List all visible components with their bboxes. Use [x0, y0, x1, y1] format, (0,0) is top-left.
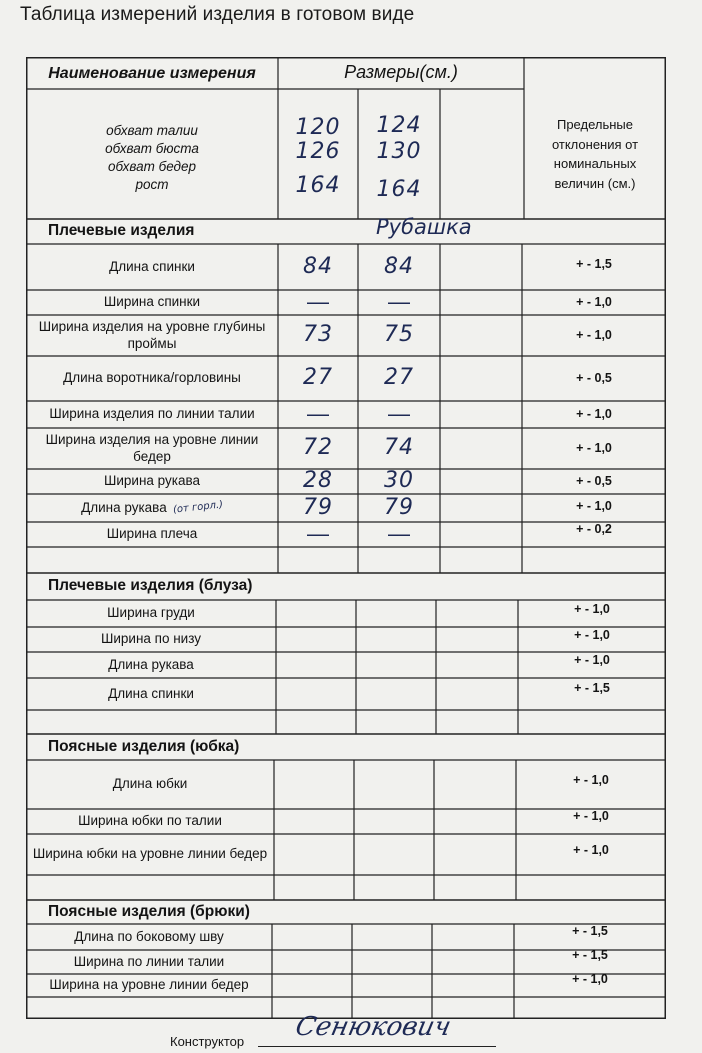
- page-title: Таблица измерений изделия в готовом виде: [20, 4, 415, 25]
- signature-line: [258, 1046, 496, 1047]
- tolerance-value: + - 1,0: [574, 653, 610, 667]
- size2-value: 79: [384, 494, 414, 520]
- row-label: Ширина по низу: [100, 631, 202, 647]
- tolerance-value: + - 1,0: [576, 498, 612, 513]
- size1-value: 27: [303, 365, 333, 391]
- tolerance-header-line: Предельные: [556, 117, 633, 132]
- size1-value: —: [307, 289, 329, 315]
- tolerance-header-line: номинальных: [553, 156, 637, 171]
- row-label: Ширина изделия на уровне глубины проймы: [38, 319, 266, 351]
- section-title-skirt: Поясные изделия (юбка): [48, 737, 240, 755]
- row-label: Длина юбки: [112, 776, 188, 792]
- size1-waist: 120: [295, 114, 341, 140]
- tolerance-value: + - 1,5: [574, 680, 610, 695]
- body-measure-waist: обхват талии: [106, 122, 198, 138]
- row-label: Ширина изделия на уровне линии бедер: [45, 432, 259, 464]
- tolerance-value: + - 0,5: [576, 371, 612, 385]
- row-label: Ширина груди: [107, 605, 195, 621]
- tolerance-header: [524, 89, 666, 219]
- measurement-table: [26, 57, 666, 1019]
- section-title-blouse: Плечевые изделия (блуза): [48, 577, 253, 595]
- handwritten-note: (от горл.): [172, 499, 224, 516]
- size1-height: 164: [295, 172, 341, 198]
- row-label: Длина рукава: [108, 656, 194, 672]
- tolerance-value: + - 1,0: [572, 971, 608, 986]
- size1-value: —: [307, 521, 329, 547]
- body-measure-bust: обхват бюста: [105, 140, 199, 156]
- row-label: Ширина на уровне линии бедер: [49, 977, 249, 993]
- size1-value: 84: [303, 253, 333, 279]
- size1-value: 72: [303, 435, 333, 461]
- row-label: Ширина спинки: [103, 294, 201, 310]
- size2-value: —: [388, 401, 410, 427]
- body-measure-height: рост: [135, 177, 169, 193]
- tolerance-value: + - 1,0: [573, 809, 609, 823]
- row-label: Ширина юбки на уровне линии бедер: [32, 846, 268, 862]
- section-title-trousers: Поясные изделия (брюки): [48, 902, 250, 920]
- size2-bust: 130: [376, 138, 422, 164]
- tolerance-value: + - 0,2: [576, 522, 612, 536]
- size2-value: —: [388, 521, 410, 547]
- tolerance-value: + - 1,0: [573, 842, 609, 857]
- tolerance-value: + - 1,5: [572, 947, 608, 962]
- tolerance-value: + - 1,5: [572, 923, 608, 938]
- garment-name: Рубашка: [376, 215, 472, 239]
- row-label: Длина спинки: [108, 685, 194, 701]
- size1-value: 28: [303, 468, 333, 494]
- size2-value: 30: [384, 468, 414, 494]
- row-label: Ширина изделия по линии талии: [49, 406, 255, 422]
- size2-height: 164: [376, 176, 422, 202]
- header-sizes-label: Размеры(см.): [344, 62, 458, 83]
- row-label-text: Длина рукава: [81, 499, 167, 515]
- row-label: Длина по боковому шву: [74, 928, 224, 944]
- row-label: Ширина рукава: [103, 473, 201, 489]
- row-label: Ширина по линии талии: [73, 953, 225, 969]
- row-label: Ширина плеча: [106, 526, 198, 542]
- tolerance-value: + - 1,0: [573, 772, 609, 787]
- tolerance-header-line: отклонения от: [551, 136, 639, 152]
- tolerance-value: + - 0,5: [576, 474, 612, 488]
- tolerance-value: + - 1,0: [576, 441, 612, 455]
- size2-value: 74: [384, 435, 414, 461]
- tolerance-value: + - 1,0: [576, 328, 612, 342]
- tolerance-value: + - 1,5: [576, 256, 612, 271]
- size1-value: 73: [303, 322, 333, 348]
- row-label: [26, 494, 278, 522]
- header-name-label: Наименование измерения: [48, 65, 256, 83]
- signature: Сенюкович: [292, 1012, 454, 1042]
- tolerance-value: + - 1,0: [574, 602, 610, 616]
- body-measure-hips: обхват бедер: [107, 159, 197, 174]
- tolerance-value: + - 1,0: [576, 407, 612, 421]
- row-label: Ширина юбки по талии: [78, 813, 222, 829]
- tolerance-value: + - 1,0: [574, 628, 610, 642]
- size2-value: 27: [384, 365, 414, 391]
- tolerance-value: + - 1,0: [576, 295, 612, 309]
- size2-waist: 124: [376, 112, 422, 138]
- size1-value: —: [307, 401, 329, 427]
- size1-value: 79: [303, 494, 333, 520]
- row-label: Длина воротника/горловины: [63, 370, 241, 386]
- section-title-shoulder: Плечевые изделия: [48, 222, 195, 240]
- size2-value: 84: [384, 253, 414, 279]
- tolerance-header-line: величин (см.): [554, 175, 636, 191]
- size2-value: —: [388, 289, 410, 315]
- size2-value: 75: [384, 322, 414, 348]
- body-measures: [26, 113, 278, 203]
- size1-bust: 126: [295, 138, 341, 164]
- constructor-label: Конструктор: [170, 1034, 245, 1049]
- row-label: Длина спинки: [109, 258, 195, 274]
